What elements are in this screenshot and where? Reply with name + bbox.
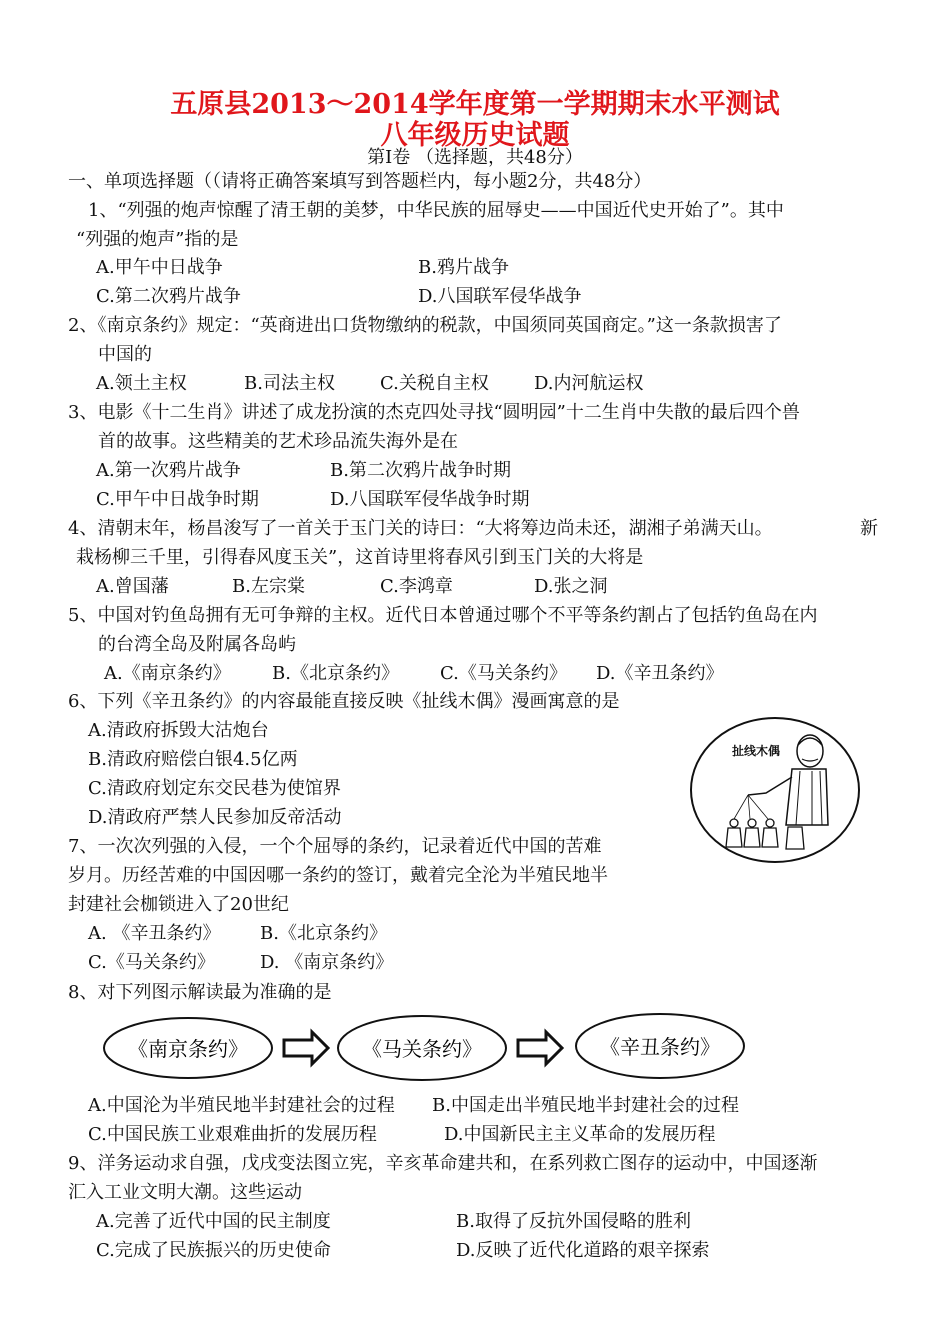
q7-stem: 7、一次次列强的入侵，一个个屈辱的条约，记录着近代中国的苦难: [68, 836, 602, 857]
q8-option-a: A.中国沦为半殖民地半封建社会的过程: [88, 1095, 395, 1116]
q9-option-b: B.取得了反抗外国侵略的胜利: [456, 1211, 691, 1232]
q4-stem: 4、清朝末年，杨昌浚写了一首关于玉门关的诗曰：“大将筹边尚未还，湖湘子弟满天山。: [68, 518, 773, 539]
part-heading: 一、单项选择题（（请将正确答案填写到答题栏内，每小题2分，共48分）: [68, 171, 652, 192]
flow-label-maguan: 《马关条约》: [362, 1037, 482, 1061]
q8-option-c: C.中国民族工业艰难曲折的发展历程: [88, 1124, 377, 1145]
q8-option-d: D.中国新民主主义革命的发展历程: [444, 1124, 716, 1145]
q7-option-c: C.《马关条约》: [88, 952, 215, 973]
puppet-cartoon-image: [688, 715, 862, 865]
q2-stem-cont: 中国的: [98, 344, 152, 365]
q6-option-a: A.清政府拆毁大沽炮台: [88, 720, 269, 741]
q9-option-d: D.反映了近代化道路的艰辛探索: [456, 1240, 710, 1261]
q4-option-b: B.左宗棠: [232, 576, 305, 597]
flow-arrow-icon: [284, 1032, 328, 1064]
q1-option-b: B.鸦片战争: [418, 257, 509, 278]
flow-label-nanjing: 《南京条约》: [128, 1037, 248, 1061]
q2-option-b: B.司法主权: [244, 373, 335, 394]
q4-option-d: D.张之洞: [534, 576, 608, 597]
q7-option-d: D. 《南京条约》: [260, 952, 394, 973]
q6-stem: 6、下列《辛丑条约》的内容最能直接反映《扯线木偶》漫画寓意的是: [68, 691, 620, 712]
q3-option-a: A.第一次鸦片战争: [96, 460, 241, 481]
q3-option-c: C.甲午中日战争时期: [96, 489, 259, 510]
q5-option-b: B.《北京条约》: [272, 663, 399, 684]
q1-option-a: A.甲午中日战争: [96, 257, 223, 278]
q3-stem: 3、电影《十二生肖》讲述了成龙扮演的杰克四处寻找“圆明园”十二生肖中失散的最后四个兽: [68, 402, 800, 423]
section-label: 第Ⅰ卷 （选择题，共48分）: [367, 147, 583, 168]
q7-option-a: A. 《辛丑条约》: [88, 923, 221, 944]
q1-stem: 1、“列强的炮声惊醒了清王朝的美梦，中华民族的屈辱史——中国近代史开始了”。其中: [88, 200, 784, 221]
q3-option-b: B.第二次鸦片战争时期: [330, 460, 511, 481]
q6-option-d: D.清政府严禁人民参加反帝活动: [88, 807, 342, 828]
q6-option-c: C.清政府划定东交民巷为使馆界: [88, 778, 341, 799]
q1-stem-cont: “列强的炮声”指的是: [76, 229, 239, 250]
q5-option-a: A.《南京条约》: [104, 663, 231, 684]
q5-stem-cont: 的台湾全岛及附属各岛屿: [98, 634, 296, 655]
exam-subtitle: 八年级历史试题: [380, 120, 570, 151]
q4-stem-cont: 栽杨柳三千里，引得春风度玉关”，这首诗里将春风引到玉门关的大将是: [76, 547, 644, 568]
q7-option-b: B.《北京条约》: [260, 923, 387, 944]
q4-option-c: C.李鸿章: [380, 576, 453, 597]
q2-option-a: A.领土主权: [96, 373, 187, 394]
q3-option-d: D.八国联军侵华战争时期: [330, 489, 530, 510]
q5-stem: 5、中国对钓鱼岛拥有无可争辩的主权。近代日本曾通过哪个不平等条约割占了包括钓鱼岛在内: [68, 605, 818, 626]
q9-option-a: A.完善了近代中国的民主制度: [96, 1211, 331, 1232]
treaty-flow-diagram: [100, 1010, 760, 1090]
q1-option-d: D.八国联军侵华战争: [418, 286, 582, 307]
cartoon-caption: 扯线木偶: [732, 744, 781, 758]
q7-stem-cont: 岁月。历经苦难的中国因哪一条约的签订，戴着完全沦为半殖民地半: [68, 865, 608, 886]
q4-option-a: A.曾国藩: [96, 576, 169, 597]
q5-option-d: D.《辛丑条约》: [596, 663, 724, 684]
q9-stem-cont: 汇入工业文明大潮。这些运动: [68, 1182, 302, 1203]
q2-option-c: C.关税自主权: [380, 373, 489, 394]
q7-stem-cont2: 封建社会枷锁进入了20世纪: [68, 894, 289, 915]
q5-option-c: C.《马关条约》: [440, 663, 567, 684]
flow-label-xinchou: 《辛丑条约》: [600, 1035, 720, 1059]
q2-option-d: D.内河航运权: [534, 373, 644, 394]
q3-stem-cont: 首的故事。这些精美的艺术珍品流失海外是在: [98, 431, 458, 452]
q1-option-c: C.第二次鸦片战争: [96, 286, 241, 307]
q2-stem: 2、《南京条约》规定：“英商进出口货物缴纳的税款，中国须同英国商定。”这一条款损害了: [68, 315, 782, 336]
q8-stem: 8、对下列图示解读最为准确的是: [68, 982, 332, 1003]
q9-stem: 9、洋务运动求自强，戊戌变法图立宪，辛亥革命建共和，在系列救亡图存的运动中，中国逐渐: [68, 1153, 818, 1174]
exam-title: 五原县2013～2014学年度第一学期期末水平测试: [170, 89, 780, 120]
flow-arrow-icon: [518, 1032, 562, 1064]
q4-stem-tail: 新: [860, 518, 878, 539]
q9-option-c: C.完成了民族振兴的历史使命: [96, 1240, 331, 1261]
q8-option-b: B.中国走出半殖民地半封建社会的过程: [432, 1095, 739, 1116]
q6-option-b: B.清政府赔偿白银4.5亿两: [88, 749, 298, 770]
